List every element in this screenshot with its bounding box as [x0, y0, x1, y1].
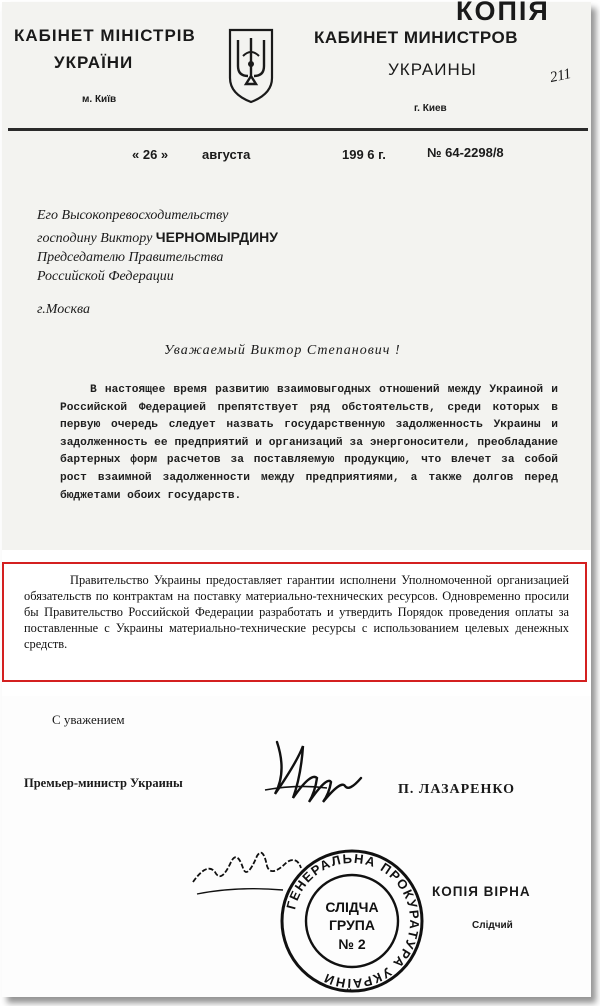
header-left-line1: КАБІНЕТ МІНІСТРІВ [14, 26, 196, 45]
salutation: Уважаемый Виктор Степанович ! [164, 343, 401, 358]
paragraph-2-text: Правительство Украины предоставляет гарантии исполнени Уполномоченной организацией обязательств по контрактам на поставку материально-технических ресурсов. Одновременно просили бы Правительство Российской Федерации разработать и утвердить Порядок проведения оплаты за поставленные с Украины материально-технические ресурсы с использованием целевых денежных средств. [24, 573, 569, 651]
addressee-line1: Его Высокопревосходительству [37, 208, 229, 223]
addressee-city: г.Москва [37, 302, 90, 317]
copy-stamp-heading: КОПІЯ [456, 0, 550, 26]
header-right-city: г. Киев [414, 103, 447, 114]
signatory-title: Премьер-министр Украины [24, 776, 183, 790]
signatory-name: П. ЛАЗАРЕНКО [398, 782, 516, 797]
handwritten-signature [257, 732, 377, 812]
stamp-center-line1: СЛІДЧА [325, 899, 379, 915]
header-right-line1: КАБИНЕТ МИНИСТРОВ [314, 28, 519, 47]
document-number: № 64-2298/8 [427, 145, 504, 160]
header-divider [8, 128, 588, 131]
header-left-city: м. Київ [82, 94, 117, 105]
addressee-line3: Председателю Правительства [37, 250, 224, 265]
header-left-line2: УКРАЇНИ [54, 53, 134, 72]
addressee-line4: Российской Федерации [37, 269, 174, 284]
addressee-prefix: господину Виктору [37, 231, 156, 246]
trident-emblem-icon [226, 26, 276, 104]
header-right-line2: УКРАИНЫ [388, 60, 477, 79]
prosecutor-office-stamp [277, 846, 427, 996]
addressee-surname: ЧЕРНОМЫРДИНУ [155, 229, 278, 245]
handwritten-page-number: 211 [548, 65, 573, 87]
certified-copy-stamp: КОПІЯ ВІРНА [432, 884, 531, 899]
stamp-center-line2: ГРУПА [329, 917, 375, 933]
signature-section [2, 696, 591, 997]
date-year: 199 6 г. [342, 147, 386, 162]
letter-paragraph-1 [60, 382, 558, 505]
certifier-title: Слідчий [472, 920, 513, 931]
date-day: « 26 » [132, 147, 169, 162]
stamp-ring-text: ГЕНЕРАЛЬНА ПРОКУРАТУРА УКРАЇНИ [283, 850, 423, 992]
paragraph-1-text: В настоящее время развитию взаимовыгодных отношений между Украиной и Российской Федерацией препятствует ряд обстоятельств, среди которых в первую очередь следует назвать государственную задолженность Украины и задолженность ее предприятий и организаций за энергоносители, преобладание бартерных форм расчетов за поставляемую продукцию, что влечет за собой рост взаимной задолженности между предприятиями, а также долгов перед бюджетами обоих государств. [60, 384, 558, 502]
date-month: августа [202, 147, 251, 162]
closing-phrase: С уважением [52, 712, 125, 727]
stamp-center-line3: № 2 [338, 936, 366, 952]
highlighted-paragraph-box [2, 562, 587, 682]
letter-top-section [2, 2, 591, 550]
addressee-line2 [37, 229, 278, 247]
letter-paragraph-2 [24, 572, 569, 652]
document-frame [2, 2, 591, 997]
